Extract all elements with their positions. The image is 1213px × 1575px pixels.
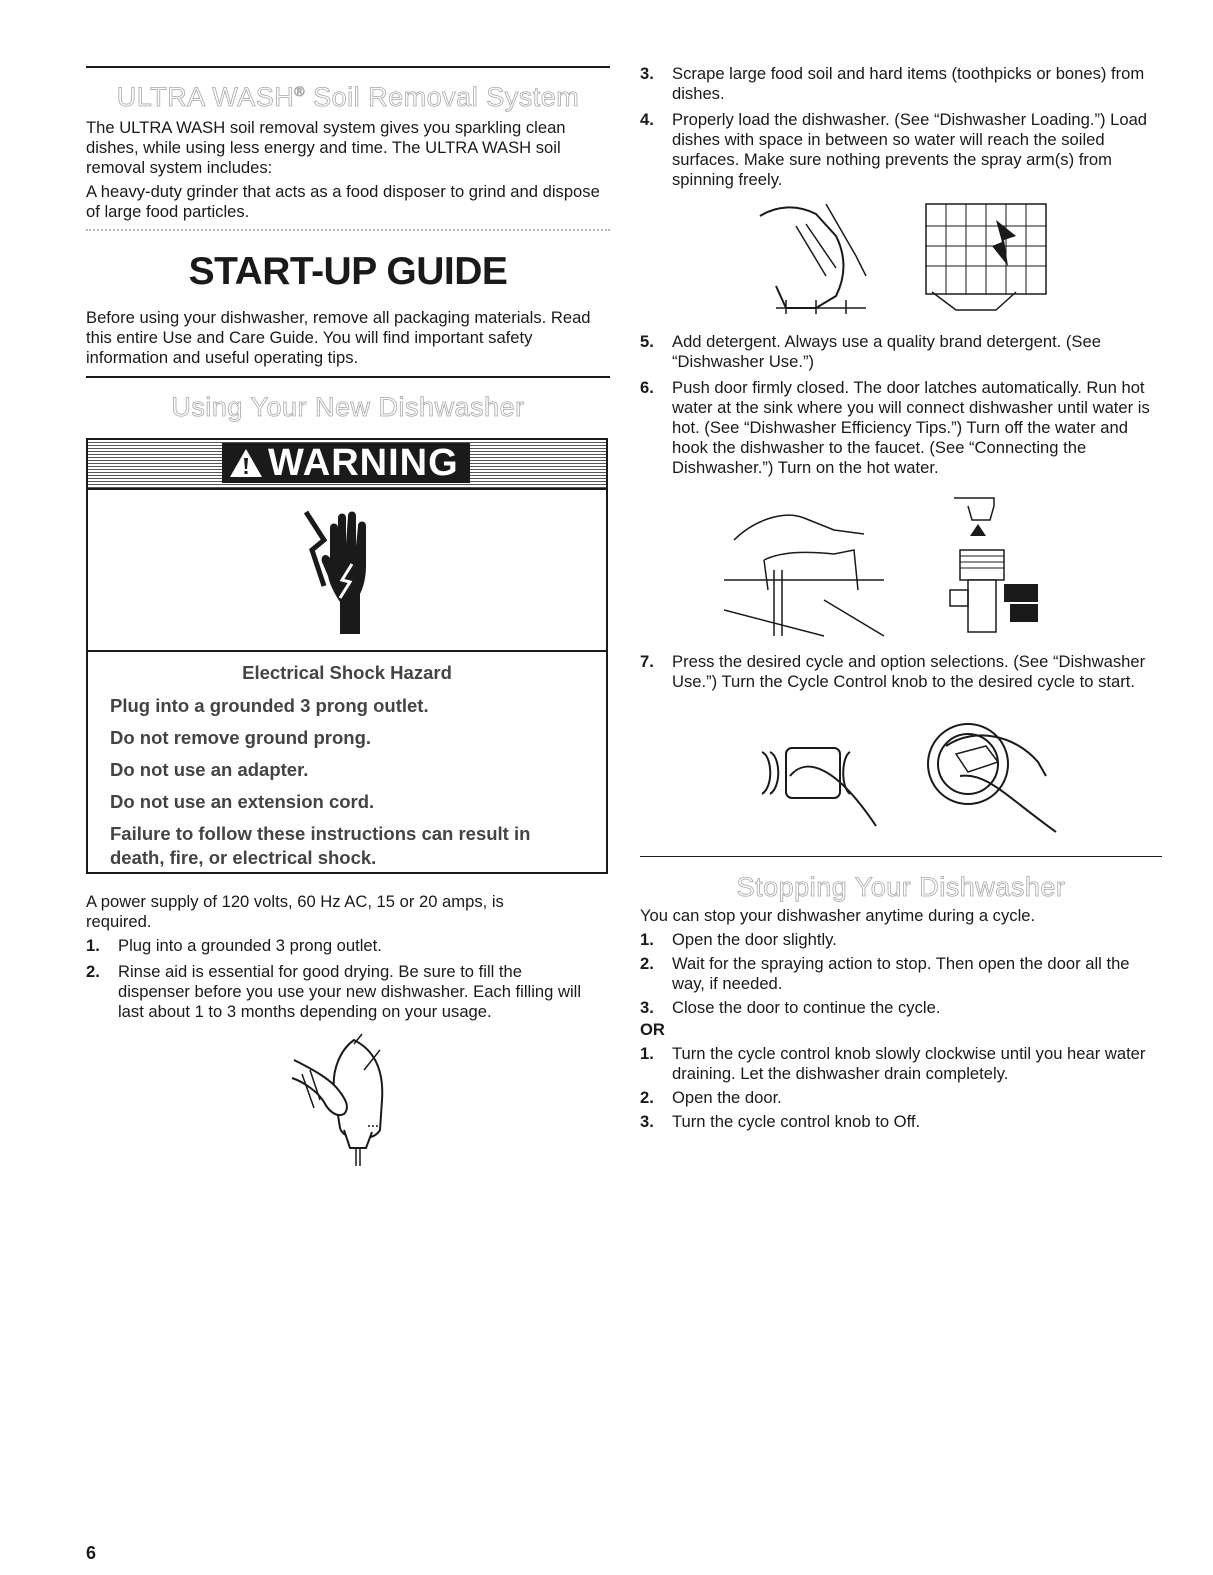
hazard-line: Plug into a grounded 3 prong outlet.	[110, 695, 429, 716]
stopping-steps-list-b	[640, 1044, 1160, 1132]
list-item: 4. Properly load the dishwasher. (See “Dishwasher Loading.”) Load dishes with space in between so water will reach the soiled surfaces. Make sure nothing prevents the spray arm(s) from spinning freely.	[640, 110, 1148, 189]
section-rule	[86, 376, 610, 378]
list-item: 3. Scrape large food soil and hard items (toothpicks or bones) from dishes.	[640, 64, 1145, 103]
section-rule	[86, 66, 610, 68]
hazard-title: Electrical Shock Hazard	[242, 662, 452, 683]
right-steps-list-b	[640, 332, 1160, 484]
warning-box	[86, 438, 608, 874]
start-up-intro: Before using your dishwasher, remove all packaging materials. Read this entire Use and Care Guide. You will find important safety information and useful operating tips.	[86, 308, 591, 367]
ultra-wash-grinder: A heavy-duty grinder that acts as a food disposer to grind and dispose of large food particles.	[86, 182, 600, 221]
hazard-line: Do not use an extension cord.	[110, 791, 375, 812]
right-steps-list-c	[640, 652, 1160, 698]
list-item: 1. Turn the cycle control knob slowly clockwise until you hear water draining. Let the dishwasher drain completely.	[640, 1044, 1146, 1083]
hazard-line: Failure to follow these instructions can result in death, fire, or electrical shock.	[110, 823, 531, 868]
power-supply-text: A power supply of 120 volts, 60 Hz AC, 15 or 20 amps, is required.	[86, 892, 504, 931]
list-item: 7. Press the desired cycle and option selections. (See “Dishwasher Use.”) Turn the Cycle Control knob to the desired cycle to start.	[640, 652, 1146, 691]
warning-text	[88, 652, 606, 870]
right-steps-list-a	[640, 64, 1160, 196]
faucet-connection-illustration	[724, 490, 1054, 640]
list-item: 6. Push door firmly closed. The door latches automatically. Run hot water at the sink where you will connect dishwasher until water is hot. (See “Dishwasher Efficiency Tips.”) Turn off the water and hook the dishwasher to the faucet. (See “Connecting the Dishwasher.”) Turn on the hot water.	[640, 378, 1150, 477]
rinse-aid-bottle-illustration	[284, 1030, 424, 1170]
section-rule	[640, 856, 1162, 857]
warning-label: WARNING	[222, 443, 470, 483]
ultra-wash-section-title: ULTRA WASH® Soil Removal System	[116, 82, 580, 112]
warning-triangle-icon	[228, 447, 264, 479]
electric-shock-hand-icon	[302, 506, 392, 636]
list-item: 3. Close the door to continue the cycle.	[640, 998, 941, 1017]
using-dishwasher-title: Using Your New Dishwasher	[171, 392, 525, 422]
list-item: 3. Turn the cycle control knob to Off.	[640, 1112, 921, 1131]
page-number: 6	[86, 1543, 97, 1563]
hazard-line: Do not use an adapter.	[110, 759, 309, 780]
list-item: 2. Rinse aid is essential for good drying. Be sure to fill the dispenser before you use your new dishwasher. Each filling will last about 1 to 3 months depending on your usage.	[86, 962, 582, 1021]
list-item: 1. Open the door slightly.	[640, 930, 837, 949]
left-steps-list	[86, 936, 596, 1028]
stopping-intro: You can stop your dishwasher anytime during a cycle.	[640, 906, 1036, 925]
list-item: 5. Add detergent. Always use a quality brand detergent. (See “Dishwasher Use.”)	[640, 332, 1101, 371]
list-item: 1. Plug into a grounded 3 prong outlet.	[86, 936, 382, 955]
dish-loading-illustration	[756, 196, 1056, 316]
warning-header	[88, 440, 606, 490]
list-item: 2. Wait for the spraying action to stop. Then open the door all the way, if needed.	[640, 954, 1130, 993]
stopping-steps-list-a	[640, 930, 1160, 1018]
hazard-line: Do not remove ground prong.	[110, 727, 372, 748]
cycle-control-knob-illustration	[746, 716, 1066, 846]
ultra-wash-intro: The ULTRA WASH soil removal system gives you sparkling clean dishes, while using less energy and time. The ULTRA WASH soil removal system includes:	[86, 118, 566, 177]
or-label: OR	[640, 1020, 665, 1039]
warning-icon-area	[88, 490, 606, 652]
stopping-dishwasher-title: Stopping Your Dishwasher	[736, 872, 1066, 902]
list-item: 2. Open the door.	[640, 1088, 782, 1107]
stopping-steps	[640, 930, 1160, 1138]
dotted-divider	[86, 229, 610, 231]
start-up-guide-title: START-UP GUIDE	[188, 250, 508, 293]
